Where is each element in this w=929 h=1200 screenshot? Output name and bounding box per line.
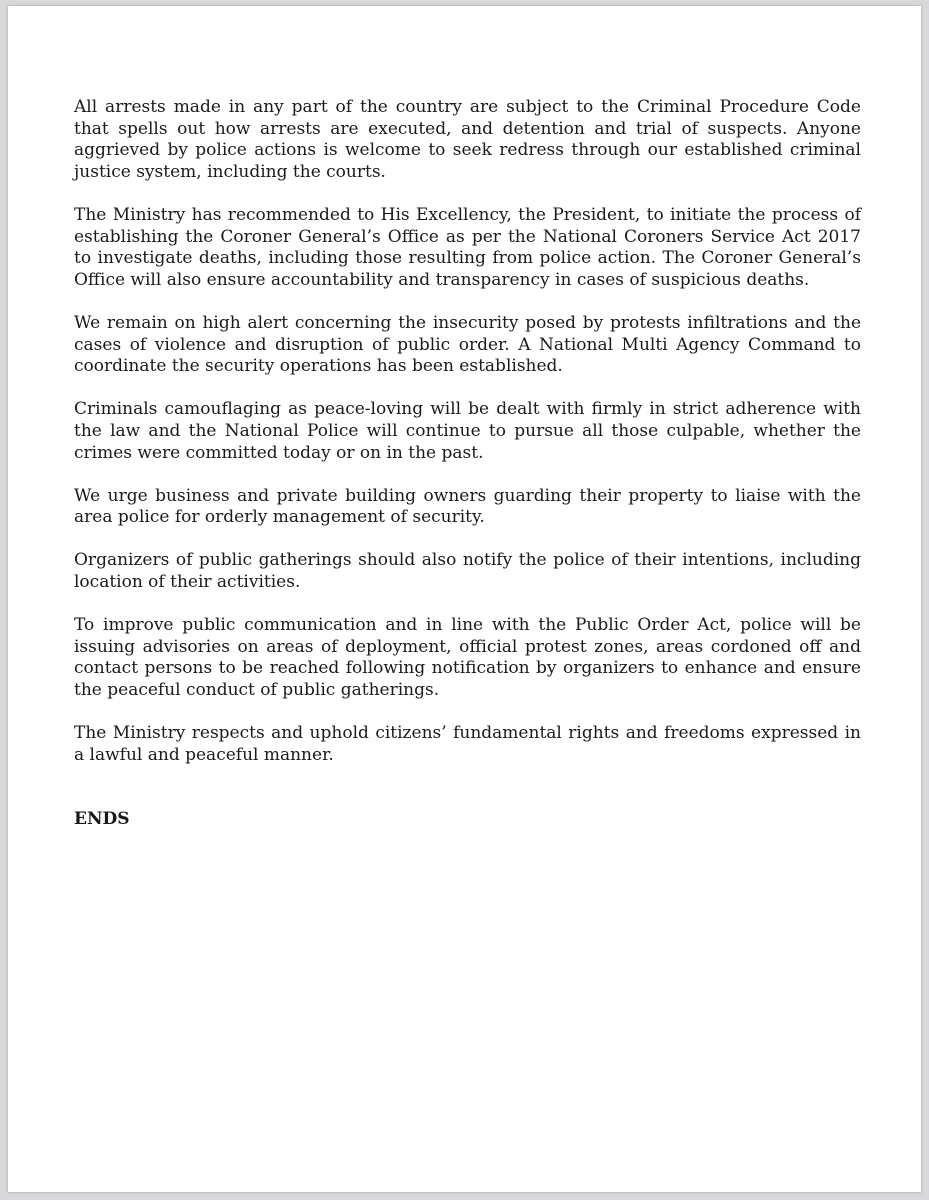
paragraph-coroner: The Ministry has recommended to His Excellency, the President, to initiate the process of establishing the Coroner General’s Office as per the National Coroners Service Act 2017 to investigate deaths, including those resulting from police action. The Coroner General’s Office will also ensure accountability and transparency in cases of suspicious deaths.: [74, 204, 861, 290]
document-page: [8, 6, 921, 1192]
paragraph-criminals: Criminals camouflaging as peace-loving will be dealt with firmly in strict adherence with the law and the National Police will continue to pursue all those culpable, whether the crimes were committed today or on in the past.: [74, 399, 861, 463]
ends-label: ENDS: [74, 809, 130, 830]
paragraph-arrests: All arrests made in any part of the country are subject to the Criminal Procedure Code that spells out how arrests are executed, and detention and trial of suspects. Anyone aggrieved by police actions is welcome to seek redress through our established criminal justice system, including the courts.: [74, 97, 861, 182]
paragraph-public-communication: To improve public communication and in line with the Public Order Act, police will be issuing advisories on areas of deployment, official protest zones, areas cordoned off and contact persons to be reached following notification by organizers to enhance and ensure the peaceful conduct of public gatherings.: [74, 615, 861, 701]
paragraph-organizers: Organizers of public gatherings should also notify the police of their intentions, including location of their activities.: [74, 550, 861, 593]
paragraph-business-owners: We urge business and private building owners guarding their property to liaise with the area police for orderly management of security.: [74, 485, 861, 528]
document-body: [74, 97, 861, 831]
paragraph-rights: The Ministry respects and uphold citizens’ fundamental rights and freedoms expressed in a lawful and peaceful manner.: [74, 723, 861, 765]
paragraph-high-alert: We remain on high alert concerning the insecurity posed by protests infiltrations and the cases of violence and disruption of public order. A National Multi Agency Command to coordinate the security operations has been established.: [74, 312, 861, 377]
